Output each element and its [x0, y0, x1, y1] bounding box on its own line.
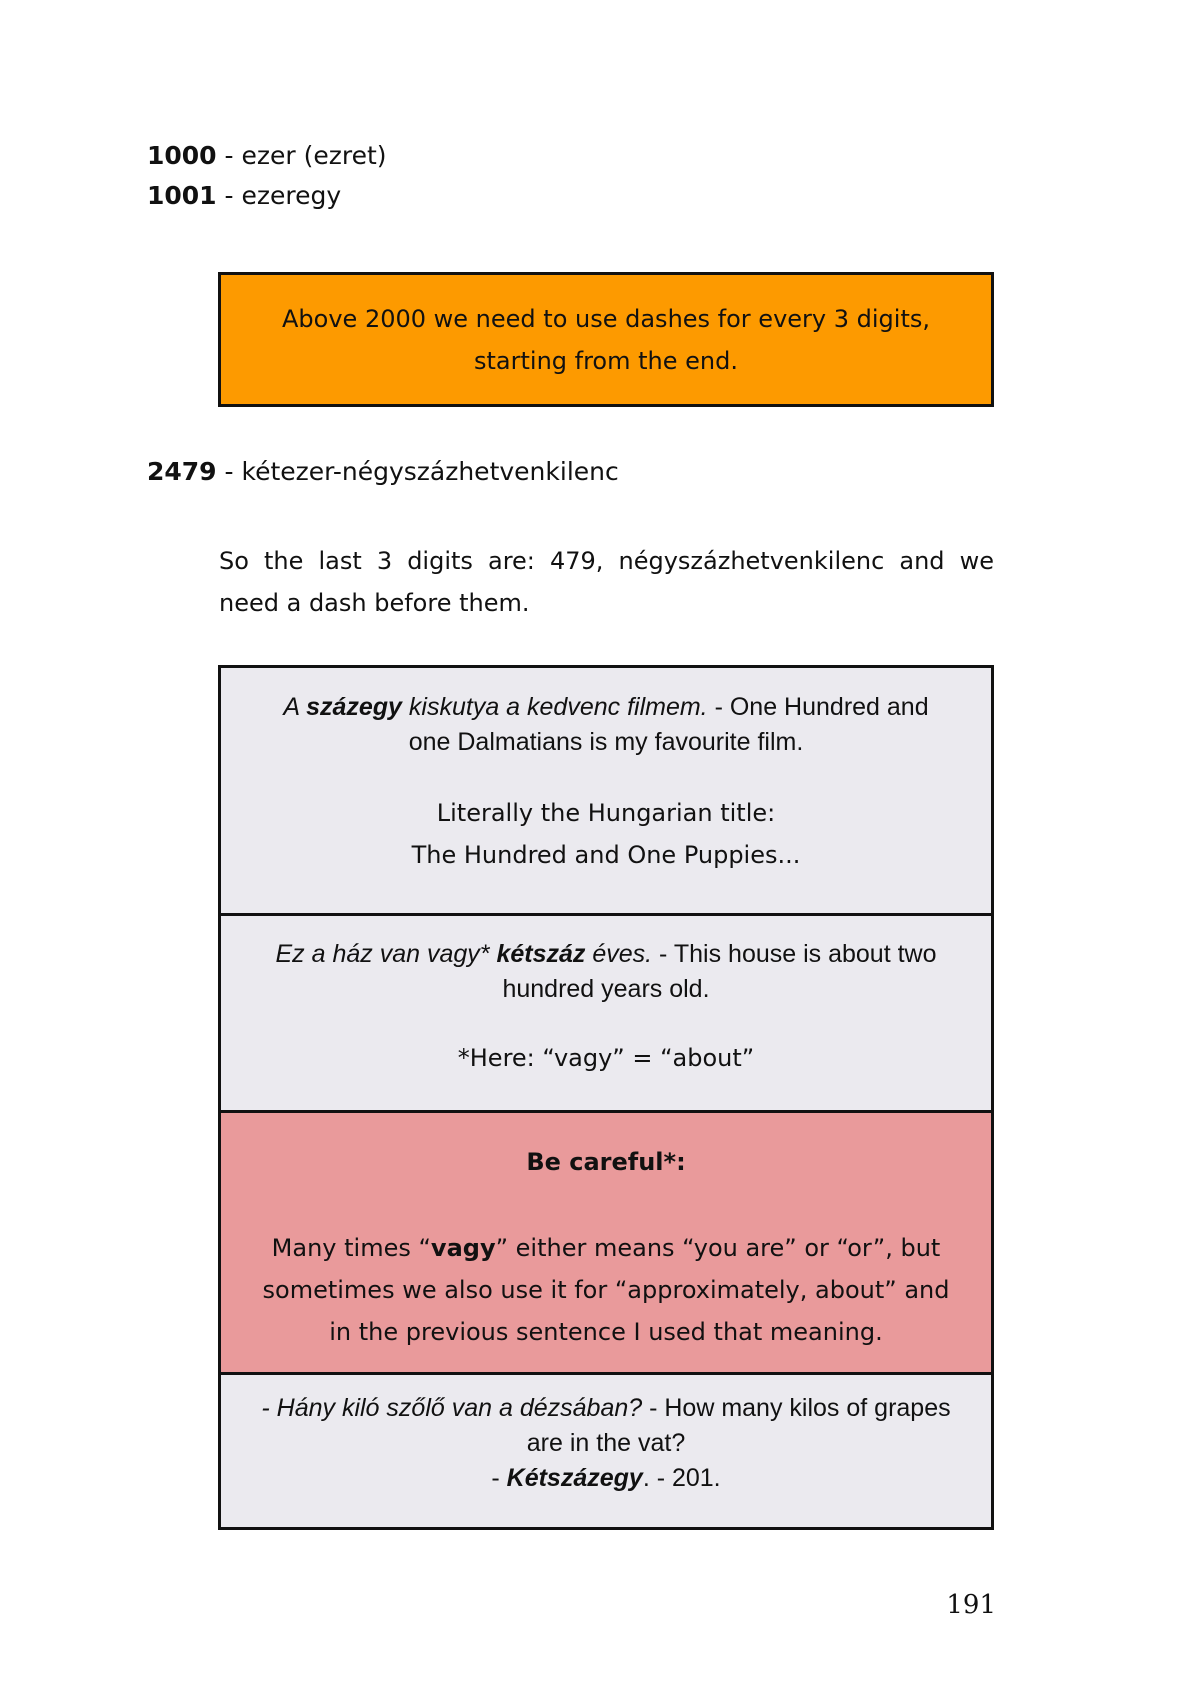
page-number: 191 — [946, 1590, 996, 1620]
number-1000-word: - ezer (ezret) — [216, 141, 387, 170]
number-1001-line — [147, 180, 341, 212]
number-1000-line — [147, 140, 387, 172]
example-cell-grapes — [221, 1375, 991, 1530]
title-note-line-1: Literally the Hungarian title: — [436, 799, 776, 827]
examples-table — [218, 665, 994, 1530]
explanation-paragraph: So the last 3 digits are: 479, négyszázhetvenkilenc and we need a dash before them. — [219, 547, 994, 617]
grapes-question: - Hány kiló szőlő van a dézsában? - How many kilos of grapes are in the vat? — [261, 1394, 951, 1457]
number-2479: 2479 — [147, 457, 217, 486]
number-2479-line — [147, 456, 619, 488]
title-note-line-2: The Hundred and One Puppies... — [411, 841, 801, 869]
example-sentence: A százegy kiskutya a kedvenc filmem. - One Hundred and one Dalmatians is my favourite film. — [283, 693, 929, 756]
example-number-word: kétszáz — [496, 940, 586, 968]
example-number-word: százegy — [306, 693, 402, 721]
be-careful-text: Many times “vagy” either means “you are” or “or”, but sometimes we also use it for “approximately, about” and in the previous sentence I used that meaning. — [262, 1234, 950, 1346]
vagy-note: *Here: “vagy” = “about” — [457, 1044, 755, 1072]
be-careful-title: Be careful*: — [526, 1148, 686, 1176]
be-careful-cell — [221, 1113, 991, 1375]
example-cell-dalmatians — [221, 668, 991, 916]
number-2479-word: - kétezer-négyszázhetvenkilenc — [216, 457, 619, 486]
grapes-answer: - Kétszázegy. - 201. — [491, 1464, 721, 1492]
number-1001-word: - ezeregy — [216, 181, 342, 210]
example-translation: - This house is about two hundred years old. — [502, 940, 937, 1003]
number-1000: 1000 — [147, 141, 217, 170]
dash-rule-line-1: Above 2000 we need to use dashes for every 3 digits, — [282, 304, 930, 333]
dash-rule-box — [218, 272, 994, 407]
example-translation: - One Hundred and one Dalmatians is my favourite film. — [408, 693, 929, 756]
number-1001: 1001 — [147, 181, 217, 210]
dash-rule-line-2: starting from the end. — [474, 346, 738, 375]
example-cell-house — [221, 916, 991, 1113]
example-sentence: Ez a ház van vagy* kétszáz éves. - This house is about two hundred years old. — [275, 940, 937, 1003]
